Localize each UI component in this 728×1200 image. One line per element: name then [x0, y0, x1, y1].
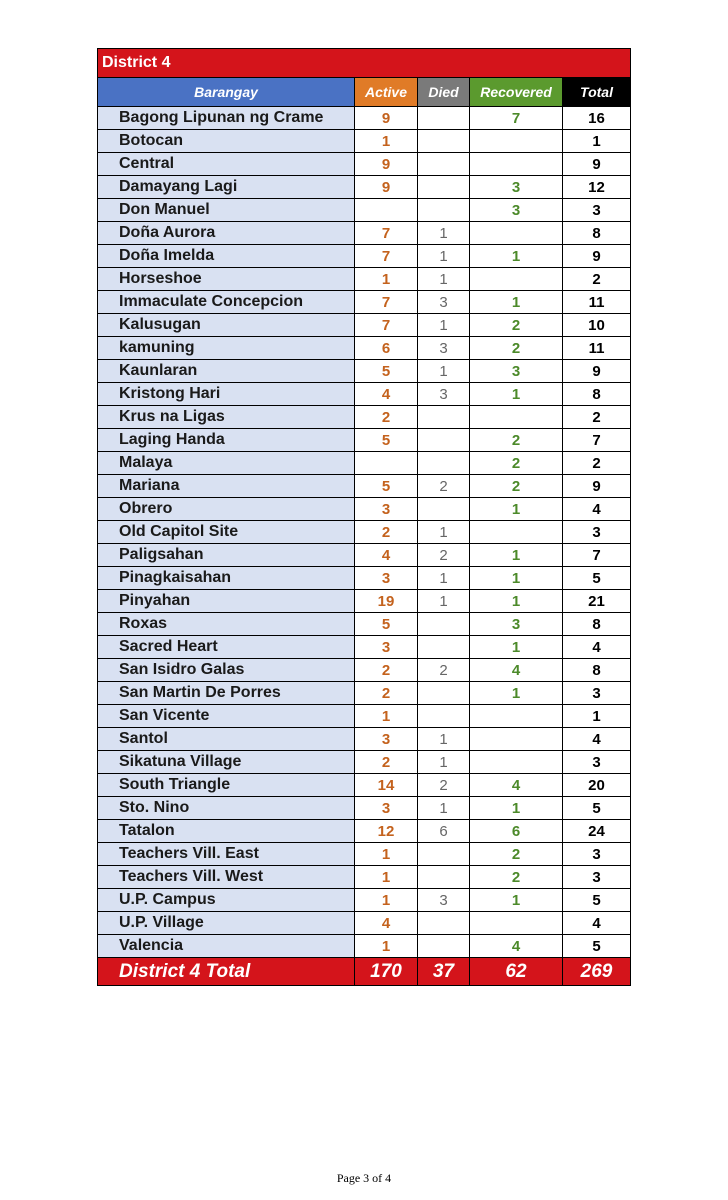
cell-died — [418, 130, 470, 153]
cell-barangay: Immaculate Concepcion — [98, 291, 355, 314]
cell-died — [418, 429, 470, 452]
cell-active: 1 — [355, 705, 418, 728]
cell-total: 5 — [563, 567, 631, 590]
table-row — [98, 659, 631, 682]
table-row — [98, 521, 631, 544]
cell-died — [418, 176, 470, 199]
cell-barangay: Damayang Lagi — [98, 176, 355, 199]
cell-total: 8 — [563, 222, 631, 245]
cell-total: 4 — [563, 912, 631, 935]
table-row — [98, 406, 631, 429]
table-row — [98, 291, 631, 314]
cell-died — [418, 866, 470, 889]
cell-active: 9 — [355, 153, 418, 176]
table-row — [98, 337, 631, 360]
district-cases-table — [97, 48, 631, 986]
cell-total: 4 — [563, 498, 631, 521]
cell-barangay: Obrero — [98, 498, 355, 521]
section-title: District 4 — [98, 49, 631, 78]
cell-active: 2 — [355, 659, 418, 682]
section-title-row — [98, 49, 631, 78]
cell-barangay: Teachers Vill. West — [98, 866, 355, 889]
cell-active: 3 — [355, 797, 418, 820]
cell-recovered: 4 — [470, 659, 563, 682]
cell-barangay: Horseshoe — [98, 268, 355, 291]
cell-active: 4 — [355, 912, 418, 935]
table-row — [98, 107, 631, 130]
cell-barangay: Doña Imelda — [98, 245, 355, 268]
cell-recovered: 1 — [470, 567, 563, 590]
cell-total: 3 — [563, 866, 631, 889]
cell-barangay: Paligsahan — [98, 544, 355, 567]
cell-barangay: Mariana — [98, 475, 355, 498]
cell-active: 1 — [355, 130, 418, 153]
cell-active: 7 — [355, 222, 418, 245]
cell-total: 8 — [563, 383, 631, 406]
cell-total: 16 — [563, 107, 631, 130]
cell-total: 3 — [563, 751, 631, 774]
table-row — [98, 567, 631, 590]
cell-active: 3 — [355, 728, 418, 751]
cell-recovered: 7 — [470, 107, 563, 130]
cell-active: 9 — [355, 176, 418, 199]
cell-total: 8 — [563, 613, 631, 636]
table-body — [98, 49, 631, 986]
cell-barangay: U.P. Campus — [98, 889, 355, 912]
cell-recovered — [470, 521, 563, 544]
cell-recovered: 2 — [470, 337, 563, 360]
cell-barangay: Kalusugan — [98, 314, 355, 337]
cell-total: 1 — [563, 130, 631, 153]
cell-recovered: 3 — [470, 613, 563, 636]
cell-barangay: San Isidro Galas — [98, 659, 355, 682]
cell-died — [418, 935, 470, 958]
cell-total: 1 — [563, 705, 631, 728]
cell-died: 2 — [418, 475, 470, 498]
cell-total: 11 — [563, 337, 631, 360]
cell-active: 5 — [355, 429, 418, 452]
cell-recovered: 3 — [470, 176, 563, 199]
cell-total: 11 — [563, 291, 631, 314]
cell-died: 1 — [418, 797, 470, 820]
table-row — [98, 498, 631, 521]
cell-barangay: Teachers Vill. East — [98, 843, 355, 866]
cell-barangay: Pinyahan — [98, 590, 355, 613]
cell-recovered: 1 — [470, 590, 563, 613]
cell-barangay: U.P. Village — [98, 912, 355, 935]
cell-died — [418, 843, 470, 866]
table-row — [98, 268, 631, 291]
total-total: 269 — [563, 958, 631, 986]
cell-active: 1 — [355, 935, 418, 958]
cell-recovered — [470, 728, 563, 751]
table-row — [98, 636, 631, 659]
cell-recovered: 1 — [470, 682, 563, 705]
cell-recovered: 4 — [470, 935, 563, 958]
cell-active: 3 — [355, 567, 418, 590]
cell-total: 9 — [563, 475, 631, 498]
table-row — [98, 245, 631, 268]
cell-died — [418, 636, 470, 659]
cell-recovered: 1 — [470, 889, 563, 912]
cell-total: 4 — [563, 636, 631, 659]
cell-active: 14 — [355, 774, 418, 797]
table-row — [98, 613, 631, 636]
cell-active: 7 — [355, 291, 418, 314]
table-row — [98, 383, 631, 406]
table-row — [98, 544, 631, 567]
cell-active: 1 — [355, 889, 418, 912]
district-total-row — [98, 958, 631, 986]
cell-active — [355, 452, 418, 475]
header-barangay: Barangay — [98, 78, 355, 107]
cell-barangay: Tatalon — [98, 820, 355, 843]
cell-total: 10 — [563, 314, 631, 337]
cell-died — [418, 682, 470, 705]
cell-recovered: 2 — [470, 843, 563, 866]
table-row — [98, 176, 631, 199]
cell-recovered: 2 — [470, 429, 563, 452]
header-active: Active — [355, 78, 418, 107]
cell-died: 1 — [418, 245, 470, 268]
cell-died: 1 — [418, 590, 470, 613]
cell-recovered: 3 — [470, 360, 563, 383]
table-row — [98, 935, 631, 958]
table-row — [98, 590, 631, 613]
table-row — [98, 843, 631, 866]
cell-active: 7 — [355, 314, 418, 337]
cell-total: 4 — [563, 728, 631, 751]
cell-active: 3 — [355, 636, 418, 659]
cell-barangay: Pinagkaisahan — [98, 567, 355, 590]
cell-barangay: Doña Aurora — [98, 222, 355, 245]
header-total: Total — [563, 78, 631, 107]
cell-died: 3 — [418, 383, 470, 406]
cell-died: 1 — [418, 268, 470, 291]
cell-barangay: Sto. Nino — [98, 797, 355, 820]
page-number-footer: Page 3 of 4 — [336, 1171, 392, 1185]
cell-total: 7 — [563, 429, 631, 452]
cell-active: 5 — [355, 360, 418, 383]
cell-recovered — [470, 751, 563, 774]
cell-total: 7 — [563, 544, 631, 567]
cell-barangay: Santol — [98, 728, 355, 751]
table-row — [98, 314, 631, 337]
cell-recovered: 6 — [470, 820, 563, 843]
total-died: 37 — [418, 958, 470, 986]
cell-total: 3 — [563, 843, 631, 866]
cell-active: 19 — [355, 590, 418, 613]
cell-total: 2 — [563, 406, 631, 429]
cell-died: 3 — [418, 889, 470, 912]
cell-total: 3 — [563, 521, 631, 544]
cell-barangay: San Vicente — [98, 705, 355, 728]
cell-active: 1 — [355, 843, 418, 866]
cell-died — [418, 705, 470, 728]
cell-recovered: 3 — [470, 199, 563, 222]
cell-barangay: San Martin De Porres — [98, 682, 355, 705]
cell-barangay: Sacred Heart — [98, 636, 355, 659]
cell-active: 1 — [355, 268, 418, 291]
cell-recovered: 2 — [470, 452, 563, 475]
cell-active: 9 — [355, 107, 418, 130]
cell-total: 20 — [563, 774, 631, 797]
cell-barangay: Don Manuel — [98, 199, 355, 222]
cell-barangay: Kaunlaran — [98, 360, 355, 383]
cell-recovered: 2 — [470, 475, 563, 498]
cell-total: 3 — [563, 682, 631, 705]
cell-recovered: 1 — [470, 636, 563, 659]
table-row — [98, 153, 631, 176]
table-row — [98, 360, 631, 383]
cell-barangay: Bagong Lipunan ng Crame — [98, 107, 355, 130]
table-row — [98, 452, 631, 475]
cell-total: 24 — [563, 820, 631, 843]
cell-barangay: Central — [98, 153, 355, 176]
cell-barangay: Laging Handa — [98, 429, 355, 452]
cell-died: 1 — [418, 521, 470, 544]
table-row — [98, 475, 631, 498]
cell-total: 3 — [563, 199, 631, 222]
cell-barangay: Krus na Ligas — [98, 406, 355, 429]
cell-died: 2 — [418, 774, 470, 797]
cell-total: 9 — [563, 360, 631, 383]
cell-recovered — [470, 705, 563, 728]
cell-died: 1 — [418, 751, 470, 774]
cell-total: 5 — [563, 797, 631, 820]
table-row — [98, 682, 631, 705]
total-recovered: 62 — [470, 958, 563, 986]
cell-died — [418, 613, 470, 636]
table-row — [98, 130, 631, 153]
cell-recovered: 1 — [470, 498, 563, 521]
cell-active: 5 — [355, 475, 418, 498]
cell-died — [418, 153, 470, 176]
table-row — [98, 912, 631, 935]
cell-recovered: 1 — [470, 245, 563, 268]
cell-active: 2 — [355, 521, 418, 544]
cell-total: 21 — [563, 590, 631, 613]
cell-active: 12 — [355, 820, 418, 843]
cell-total: 2 — [563, 452, 631, 475]
cell-recovered: 2 — [470, 866, 563, 889]
cell-died: 3 — [418, 337, 470, 360]
cell-barangay: Malaya — [98, 452, 355, 475]
cell-died: 3 — [418, 291, 470, 314]
cell-active: 2 — [355, 682, 418, 705]
cell-died — [418, 199, 470, 222]
cell-recovered: 1 — [470, 797, 563, 820]
cell-active: 1 — [355, 866, 418, 889]
cell-recovered: 4 — [470, 774, 563, 797]
cell-barangay: Valencia — [98, 935, 355, 958]
cell-active: 4 — [355, 544, 418, 567]
cell-recovered: 2 — [470, 314, 563, 337]
cell-total: 12 — [563, 176, 631, 199]
table-row — [98, 866, 631, 889]
cell-total: 9 — [563, 245, 631, 268]
header-died: Died — [418, 78, 470, 107]
cell-active: 5 — [355, 613, 418, 636]
table-row — [98, 705, 631, 728]
cell-total: 2 — [563, 268, 631, 291]
cell-barangay: South Triangle — [98, 774, 355, 797]
cell-barangay: Old Capitol Site — [98, 521, 355, 544]
cell-died: 1 — [418, 567, 470, 590]
cell-barangay: Roxas — [98, 613, 355, 636]
table-row — [98, 429, 631, 452]
cell-died — [418, 498, 470, 521]
cell-died: 6 — [418, 820, 470, 843]
cell-died: 2 — [418, 544, 470, 567]
cell-died: 2 — [418, 659, 470, 682]
cell-recovered — [470, 153, 563, 176]
cell-active: 7 — [355, 245, 418, 268]
cell-recovered: 1 — [470, 383, 563, 406]
district-table-sheet — [97, 48, 630, 986]
table-row — [98, 751, 631, 774]
cell-died: 1 — [418, 314, 470, 337]
cell-active: 2 — [355, 751, 418, 774]
cell-active — [355, 199, 418, 222]
total-label: District 4 Total — [98, 958, 355, 986]
cell-recovered — [470, 130, 563, 153]
cell-died — [418, 107, 470, 130]
table-row — [98, 774, 631, 797]
cell-active: 3 — [355, 498, 418, 521]
table-row — [98, 889, 631, 912]
cell-barangay: Kristong Hari — [98, 383, 355, 406]
table-row — [98, 797, 631, 820]
cell-total: 9 — [563, 153, 631, 176]
header-recovered: Recovered — [470, 78, 563, 107]
cell-total: 5 — [563, 935, 631, 958]
cell-active: 4 — [355, 383, 418, 406]
cell-died — [418, 406, 470, 429]
cell-recovered — [470, 222, 563, 245]
table-row — [98, 199, 631, 222]
cell-died — [418, 912, 470, 935]
header-row — [98, 78, 631, 107]
cell-died — [418, 452, 470, 475]
cell-active: 2 — [355, 406, 418, 429]
cell-barangay: kamuning — [98, 337, 355, 360]
cell-recovered: 1 — [470, 544, 563, 567]
cell-died: 1 — [418, 222, 470, 245]
table-row — [98, 222, 631, 245]
cell-active: 6 — [355, 337, 418, 360]
table-row — [98, 820, 631, 843]
cell-died: 1 — [418, 360, 470, 383]
cell-recovered: 1 — [470, 291, 563, 314]
cell-total: 8 — [563, 659, 631, 682]
cell-recovered — [470, 406, 563, 429]
cell-recovered — [470, 912, 563, 935]
cell-barangay: Sikatuna Village — [98, 751, 355, 774]
cell-died: 1 — [418, 728, 470, 751]
total-active: 170 — [355, 958, 418, 986]
cell-recovered — [470, 268, 563, 291]
table-row — [98, 728, 631, 751]
cell-barangay: Botocan — [98, 130, 355, 153]
cell-total: 5 — [563, 889, 631, 912]
